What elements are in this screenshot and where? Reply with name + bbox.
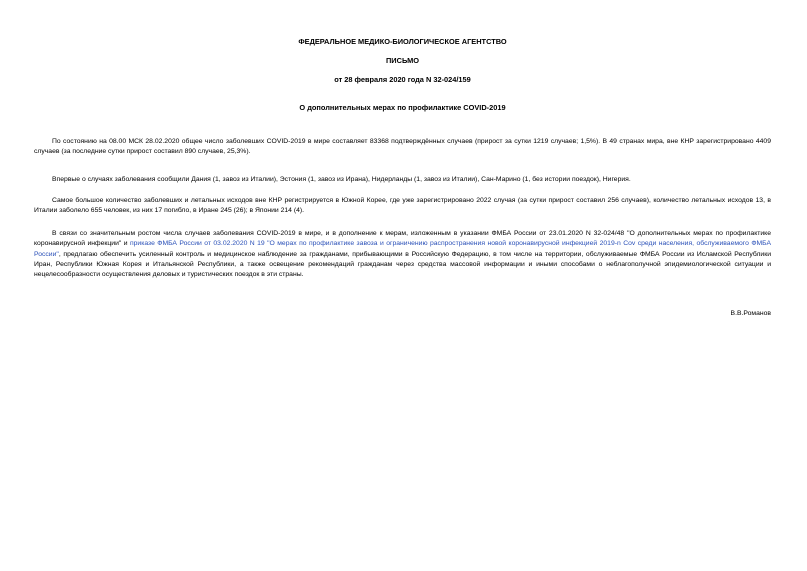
order-link[interactable]: приказе ФМБА России от 03.02.2020 N 19 "О мерах по профилактике завоза и ограничению распространения новой коронавирусной инфекцией 2019-n Cov среди населения, обслуживаемого ФМБА России" [34,240,772,258]
document-title: О дополнительных мерах по профилактике COVID-2019 [299,103,506,112]
agency-name: ФЕДЕРАЛЬНОЕ МЕДИКО-БИОЛОГИЧЕСКОЕ АГЕНТСТВО [298,37,507,46]
paragraph-2: Впервые о случаях заболевания сообщили Дания (1, завоз из Италии), Эстония (1, завоз из Ирана), Нидерланды (1, завоз из Италии), Сан-Марино (1, без истории поездок), Нигерия. [52,176,631,183]
paragraph-3: Самое большое количество заболевших и летальных исходов вне КНР регистрируется в Южной Корее, где уже зарегистрировано 2022 случая (за сутки прирост составил 256 случаев), количество летальных исходов 13, в Италии заболело 655 человек, из них 17 погибло, в Иране 245 (26); в Японии 214 (4). [34,197,771,215]
document-date-number: от 28 февраля 2020 года N 32-024/159 [334,75,471,84]
paragraph-4-text-end: , предлагаю обеспечить усиленный контроль и медицинское наблюдение за гражданами, прибывающими в Российскую Федерацию, в том числе на территории, обслуживаемые ФМБА России из Исламской Республики Иран, Республики Южная Корея и Итальянской Республики, а также освещение рекомендаций гражданам через средства массовой информации и иными способами о неблагополучной эпидемиологической ситуации и нецелесообразности осуществления деловых и туристических поездок в эти страны. [34,250,771,279]
paragraph-4 [34,229,771,280]
paragraph-4-text-start: В связи со значительным ростом числа случаев заболевания COVID-2019 в мире, и в дополнение к мерам, изложенным в указании ФМБА России от 23.01.2020 N 32-024/48 "О дополнительных мерах по профилактике коронавирусной инфекции" и [34,230,771,248]
paragraph-1: По состоянию на 08.00 МСК 28.02.2020 общее число заболевших COVID-2019 в мире составляет 83368 подтверждённых случаев (прирост за сутки 1219 случаев; 1,5%). В 49 странах мира, вне КНР зарегистрировано 4409 случаев (за последние сутки прирост составил 890 случаев, 25,3%). [34,138,771,156]
document-type: ПИСЬМО [386,56,419,65]
signature: В.В.Романов [730,310,771,317]
